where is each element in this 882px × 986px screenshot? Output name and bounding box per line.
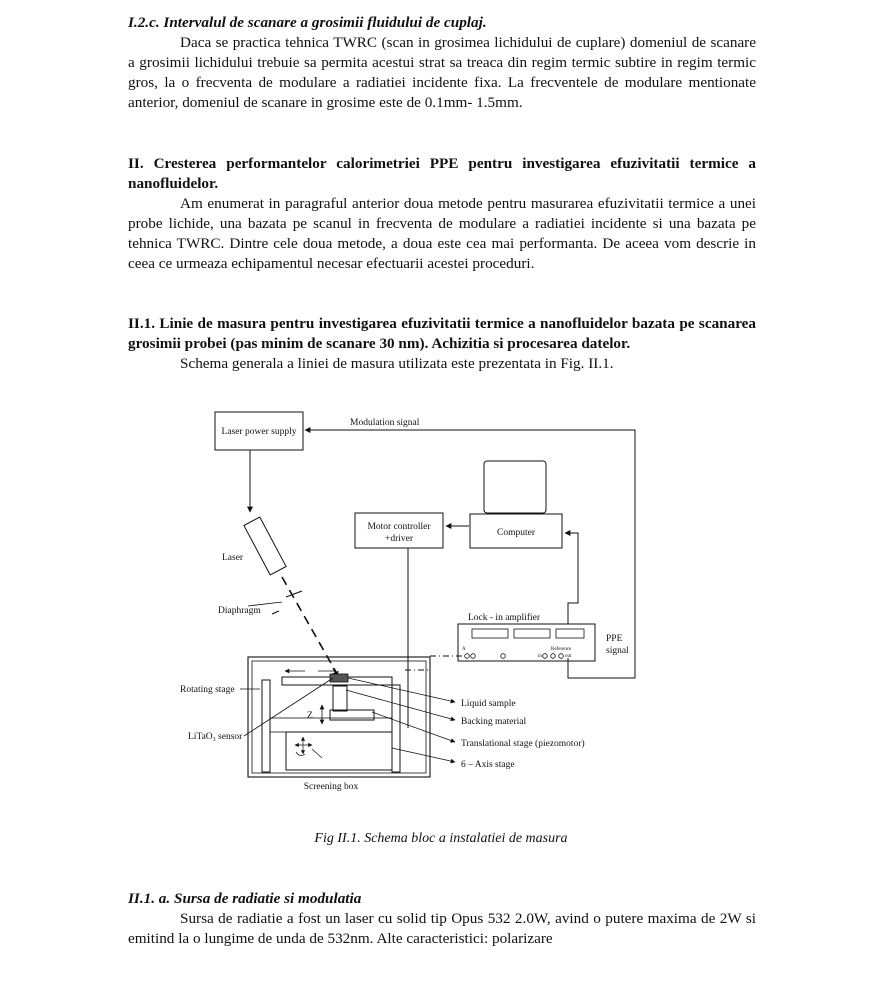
lockin-to-computer-arrow	[565, 533, 578, 624]
computer-label: Computer	[497, 528, 535, 538]
lockin-reference-label: Reference	[551, 647, 572, 652]
six-axis-stage	[286, 732, 392, 770]
screening-box-label: Screening box	[303, 782, 359, 792]
section-heading: II.1. a. Sursa de radiatie si modulatia	[128, 890, 362, 907]
backing-material	[333, 686, 347, 711]
litao3-pointer	[244, 678, 333, 736]
computer-box	[470, 514, 562, 548]
block-diagram-figure	[0, 400, 882, 800]
diaphragm-label: Diaphragm	[218, 606, 261, 616]
paragraph: Daca se practica tehnica TWRC (scan in grosimea lichidului de cuplare) domeniul de scanare a grosimii lichidului trebuie sa permita acestui strat sa treaca din regim termic subtire in regim termic gros, la o frecventa de modulare a radiatiei incidente fixa. La frecventele de modulare mentionate anterior, domeniul de scanare in grosime este de 0.1mm- 1.5mm.	[128, 34, 756, 111]
section-heading: II.1. Linie de masura pentru investigarea efuzivitatii termice a nanofluidelor bazata pe scanarea grosimii probei (pas minim de scanare 30 nm). Achizitia si procesarea datelor.	[128, 315, 756, 352]
section-i2c	[128, 13, 756, 113]
lockin-a-label: A	[462, 647, 466, 652]
z-axis-label: Z	[307, 711, 313, 721]
ppe-signal-label: PPE	[606, 634, 623, 644]
paragraph: Schema generala a liniei de masura utilizata este prezentata in Fig. II.1.	[180, 355, 614, 372]
six-axis-stage-pointer	[392, 748, 455, 762]
sample-holder	[270, 674, 392, 732]
lockin-label: Lock - in amplifier	[468, 613, 541, 623]
laser-device	[222, 517, 286, 575]
right-support	[392, 685, 400, 772]
rotating-stage-label: Rotating stage	[180, 685, 235, 695]
diaphragm	[218, 591, 302, 616]
motor-controller-label-2: +driver	[384, 534, 414, 544]
ppe-signal-cable	[402, 656, 462, 670]
modulation-signal-label: Modulation signal	[350, 418, 420, 428]
laser-label: Laser	[222, 553, 244, 563]
liquid-sample-pointer	[348, 678, 455, 702]
lockin-out-label: out	[565, 654, 572, 659]
section-heading: I.2.c. Intervalul de scanare a grosimii fluidului de cuplaj.	[128, 14, 487, 31]
lockin-in-label: in	[538, 654, 542, 659]
section-ii	[128, 154, 756, 274]
paragraph: Sursa de radiatie a fost un laser cu solid tip Opus 532 2.0W, avind o putere maxima de 2W si emitind la o lungime de unda de 532nm. Alte caracteristici: polarizare	[128, 910, 756, 947]
six-axis-stage-label: 6 – Axis stage	[461, 760, 515, 770]
litao3-sensor-label: LiTaO$_3$ sensor	[188, 732, 243, 743]
laser-power-supply-label: Laser power supply	[221, 427, 297, 437]
section-ii1	[128, 314, 756, 374]
section-heading: II. Cresterea performantelor calorimetriei PPE pentru investigarea efuzivitatii termice a nanofluidelor.	[128, 155, 756, 192]
left-support	[262, 680, 270, 772]
ppe-signal-label-2: signal	[606, 646, 629, 656]
laser-power-supply-box	[215, 412, 303, 450]
backing-material-label: Backing material	[461, 717, 527, 727]
paragraph: Am enumerat in paragraful anterior doua metode pentru masurarea efuzivitatii termice a unei probe lichide, una bazata pe scanul in frecventa de modulare a radiatiei incidente si una bazata pe tehnica TWRC. Dintre cele doua metode, a doua este cea mai performanta. De aceea vom descrie in ceea ce urmeaza echipamentul necesar efectuarii acestei proceduri.	[128, 195, 756, 272]
computer-monitor	[484, 461, 546, 513]
rotating-stage	[180, 671, 392, 695]
section-ii1a	[128, 889, 756, 949]
lockin-amplifier	[458, 612, 595, 661]
translational-stage-label: Translational stage (piezomotor)	[461, 739, 585, 749]
laser-beam	[282, 577, 336, 672]
motor-controller-box	[355, 513, 443, 548]
liquid-sample-label: Liquid sample	[461, 699, 516, 709]
figure-caption: Fig II.1. Schema bloc a instalatiei de masura	[314, 831, 568, 846]
motor-controller-label: Motor controller	[367, 522, 431, 532]
